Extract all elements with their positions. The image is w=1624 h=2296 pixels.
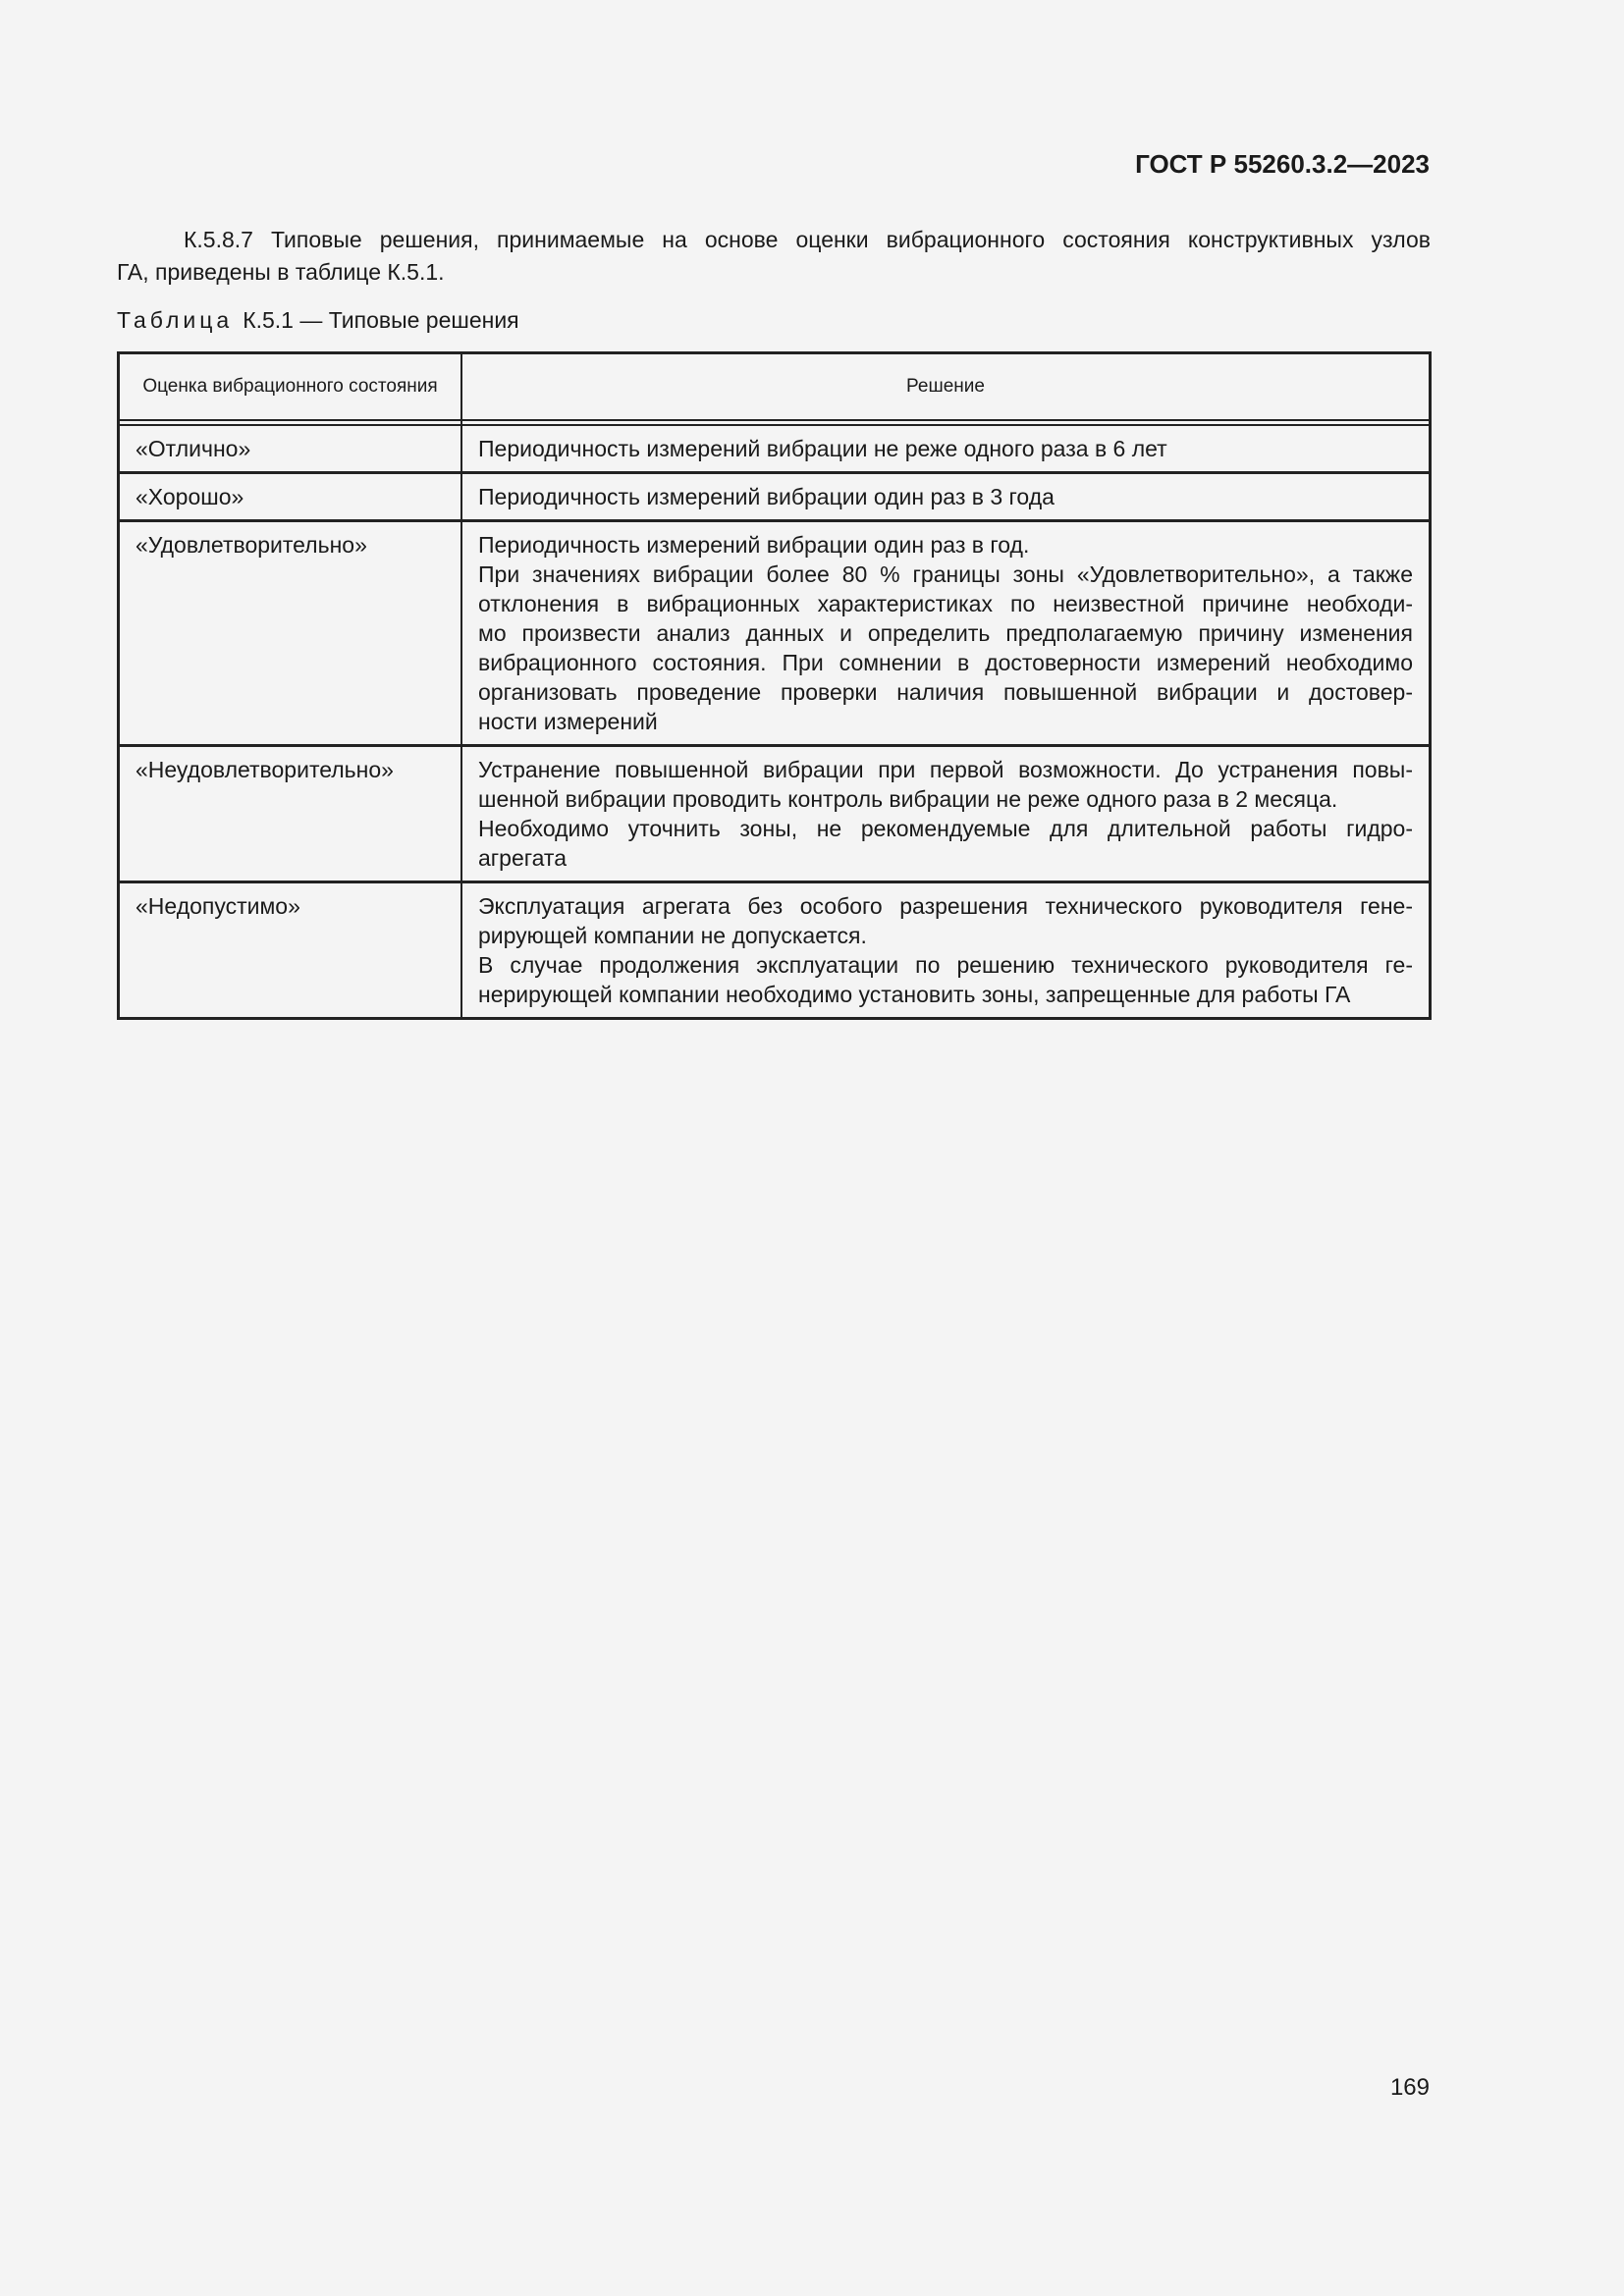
decision-line: Необходимо уточнить зоны, не рекомендуемые для длительной работы гидро- (478, 816, 1413, 841)
decision-cell (461, 882, 1431, 1019)
column-header-rating: Оценка вибрационного состояния (119, 353, 462, 421)
decision-cell (461, 746, 1431, 882)
decision-line: Эксплуатация агрегата без особого разрешения технического руководителя гене- (478, 893, 1413, 919)
decision-cell (461, 473, 1431, 521)
page-number: 169 (1389, 2074, 1430, 2101)
table-row (119, 425, 1431, 473)
table-row (119, 746, 1431, 882)
decision-line: отклонения в вибрационных характеристиках по неизвестной причине необходи- (478, 591, 1413, 616)
rating-cell: «Неудовлетворительно» (119, 746, 462, 882)
decision-line: Периодичность измерений вибрации не реже одного раза в 6 лет (478, 436, 1167, 461)
decision-line: Периодичность измерений вибрации один раз в 3 года (478, 484, 1055, 509)
decision-line: мо произвести анализ данных и определить предполагаемую причину изменения (478, 620, 1413, 646)
rating-cell: «Отлично» (119, 425, 462, 473)
decision-line: шенной вибрации проводить контроль вибрации не реже одного раза в 2 месяца. (478, 786, 1338, 812)
decision-line: нерирующей компании необходимо установить зоны, запрещенные для работы ГА (478, 982, 1351, 1007)
caption-text: К.5.1 — Типовые решения (243, 307, 519, 333)
rating-cell: «Недопустимо» (119, 882, 462, 1019)
table-row (119, 473, 1431, 521)
decision-cell (461, 425, 1431, 473)
column-header-decision: Решение (461, 353, 1431, 421)
decision-line: организовать проведение проверки наличия повышенной вибрации и достовер- (478, 679, 1413, 705)
decision-line: Периодичность измерений вибрации один раз в год. (478, 532, 1030, 558)
rating-cell: «Хорошо» (119, 473, 462, 521)
document-code: ГОСТ Р 55260.3.2—2023 (1135, 149, 1430, 179)
paragraph-line: ГА, приведены в таблице К.5.1. (117, 259, 445, 285)
table-row (119, 882, 1431, 1019)
rating-cell: «Удовлетворительно» (119, 521, 462, 746)
decision-line: В случае продолжения эксплуатации по решению технического руководителя ге- (478, 952, 1413, 978)
decision-cell (461, 521, 1431, 746)
decisions-table (117, 351, 1432, 1020)
decision-line: Устранение повышенной вибрации при первой возможности. До устранения повы- (478, 757, 1413, 782)
paragraph-line: К.5.8.7 Типовые решения, принимаемые на основе оценки вибрационного состояния конструктивных узлов (184, 227, 1431, 252)
decision-line: вибрационного состояния. При сомнении в достоверности измерений необходимо (478, 650, 1413, 675)
decision-line: рирующей компании не допускается. (478, 923, 867, 948)
decision-line: При значениях вибрации более 80 % границы зоны «Удовлетворительно», а также (478, 561, 1413, 587)
table-row (119, 521, 1431, 746)
decision-line: агрегата (478, 845, 568, 871)
intro-paragraph (117, 224, 1431, 289)
table-caption (117, 307, 519, 334)
caption-prefix: Таблица (117, 307, 234, 333)
decision-line: ности измерений (478, 709, 658, 734)
